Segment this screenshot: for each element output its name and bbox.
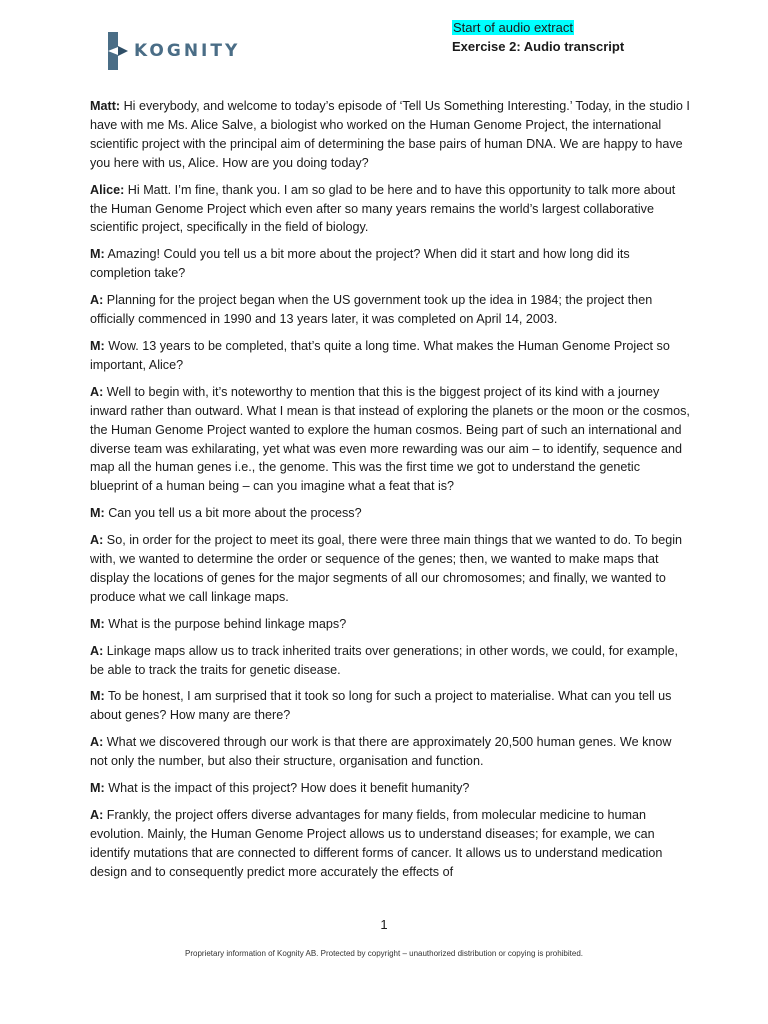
transcript-paragraph	[90, 687, 690, 725]
speaker-label: Alice:	[90, 182, 125, 197]
speaker-label: M:	[90, 781, 105, 796]
speaker-text: Linkage maps allow us to track inherited traits over generations; in other words, we could, for example, be able to track the traits for genetic disease.	[90, 643, 678, 677]
logo-wordmark: KOGNITY	[134, 41, 241, 61]
speaker-text: Well to begin with, it’s noteworthy to mention that this is the biggest project of its kind with a journey inward rather than outward. What I mean is that instead of exploring the planets or the moon or the cosmos, the Human Genome Project wanted to explore the human cosmos. Being part of such an international and diverse team was exhilarating, yet what was even more rewarding was our aim – to identify, sequence and map all the human genes i.e., the genome. This was the first time we got to understand the genetic blueprint of a human being – can you imagine what a feat that is?	[90, 384, 690, 494]
speaker-label: A:	[90, 293, 104, 308]
speaker-text: Wow. 13 years to be completed, that’s quite a long time. What makes the Human Genome Project so important, Alice?	[90, 338, 670, 372]
page-number: 1	[380, 917, 388, 932]
transcript-paragraph	[90, 337, 690, 375]
transcript-paragraph	[90, 806, 690, 882]
transcript-paragraph	[90, 615, 690, 634]
speaker-text: To be honest, I am surprised that it took so long for such a project to materialise. What can you tell us about genes? How many are there?	[90, 689, 672, 723]
exercise-title: Exercise 2: Audio transcript	[452, 39, 625, 54]
speaker-text: So, in order for the project to meet its goal, there were three main things that we wanted to do. To begin with, we wanted to determine the order or sequence of the genes; then, we wanted to make maps that display the locations of genes for the major segments of all our chromosomes; and finally, we wanted to produce what we call linkage maps.	[90, 533, 683, 604]
transcript-paragraph	[90, 181, 690, 238]
speaker-text: What we discovered through our work is that there are approximately 20,500 human genes. We know not only the number, but also their structure, organisation and function.	[90, 735, 672, 769]
transcript-paragraph	[90, 733, 690, 771]
speaker-text: Amazing! Could you tell us a bit more about the project? When did it start and how long did its completion take?	[90, 247, 630, 281]
transcript-paragraph	[90, 291, 690, 329]
kognity-logo-mark-icon	[106, 32, 128, 70]
speaker-label: M:	[90, 506, 105, 521]
speaker-label: M:	[90, 338, 105, 353]
kognity-logo	[106, 32, 240, 70]
transcript-paragraph	[90, 779, 690, 798]
speaker-label: A:	[90, 735, 104, 750]
speaker-label: M:	[90, 616, 105, 631]
speaker-label: Matt:	[90, 99, 121, 113]
speaker-label: A:	[90, 533, 104, 548]
copyright-footer: Proprietary information of Kognity AB. Protected by copyright – unauthorized distribution or copying is prohibited.	[185, 949, 583, 958]
transcript-paragraph	[90, 504, 690, 523]
transcript-paragraph	[90, 245, 690, 283]
speaker-text: What is the impact of this project? How does it benefit humanity?	[108, 781, 470, 796]
transcript-paragraph	[90, 531, 690, 607]
speaker-text: Hi everybody, and welcome to today’s episode of ‘Tell Us Something Interesting.’ Today, in the studio I have with me Ms. Alice Salve, a biologist who worked on the Human Genome Project, the international scientific project with the principal aim of determining the base pairs of human DNA. We are happy to have you here with us, Alice. How are you doing today?	[90, 99, 690, 170]
speaker-text: Hi Matt. I’m fine, thank you. I am so glad to be here and to have this opportunity to talk more about the Human Genome Project which even after so many years remains the world’s largest collaborative scientific project, specifically in the field of biology.	[90, 182, 676, 235]
speaker-label: M:	[90, 689, 105, 704]
speaker-text: Can you tell us a bit more about the process?	[108, 506, 362, 521]
speaker-label: M:	[90, 247, 105, 262]
transcript-paragraph	[90, 97, 690, 173]
speaker-label: A:	[90, 643, 104, 658]
speaker-text: What is the purpose behind linkage maps?	[108, 616, 347, 631]
document-header	[452, 18, 624, 56]
speaker-text: Frankly, the project offers diverse advantages for many fields, from molecular medicine to human evolution. Mainly, the Human Genome Project allows us to understand diseases; for example, we can identify mutations that are connected to different forms of cancer. It allows us to understand medication design and to consequently predict more accurately the effects of	[90, 808, 663, 879]
transcript-body	[90, 97, 690, 890]
transcript-paragraph	[90, 383, 690, 496]
speaker-label: A:	[90, 808, 104, 822]
transcript-paragraph	[90, 642, 690, 680]
start-of-audio-extract-label: Start of audio extract	[453, 20, 573, 35]
speaker-label: A:	[90, 384, 104, 399]
speaker-text: Planning for the project began when the US government took up the idea in 1984; the project then officially commenced in 1990 and 13 years later, it was completed on April 14, 2003.	[90, 293, 653, 327]
